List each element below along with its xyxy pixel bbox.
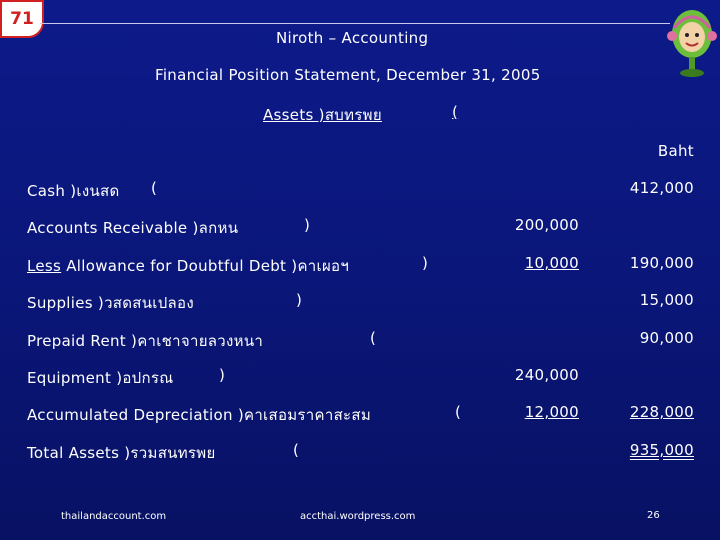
- header-text: Niroth – Accounting: [276, 29, 429, 47]
- row-label-accumulated-depreciation: Accumulated Depreciation )คาเสอมราคาสะสม: [27, 406, 372, 424]
- row-total-accumulated-depreciation: 228,000: [629, 403, 694, 421]
- allowance-label-text: Allowance for Doubtful Debt )คาเผอฯ: [61, 257, 350, 275]
- row-label-total-assets: Total Assets )รวมสนทรพย: [27, 444, 216, 462]
- row-amount-allowance: 10,000: [524, 254, 579, 272]
- currency-label: Baht: [657, 142, 694, 160]
- row-total-prepaid-rent: 90,000: [639, 329, 694, 347]
- row-label-equipment: Equipment )อปกรณ: [27, 369, 174, 387]
- row-label-supplies: Supplies )วสดสนเปลอง: [27, 294, 194, 312]
- row-total-supplies: 15,000: [639, 291, 694, 309]
- footer-page-number: 26: [647, 510, 660, 521]
- footer-left-link[interactable]: thailandaccount.com: [61, 511, 167, 522]
- row-paren-accounts-receivable: ): [304, 216, 311, 234]
- section-heading: Assets )สบทรพย: [263, 106, 382, 124]
- row-label-cash: Cash )เงนสด: [27, 182, 120, 200]
- slide-number-badge: 71: [0, 0, 44, 38]
- header-divider: [40, 23, 670, 24]
- row-paren-total-assets: (: [293, 441, 300, 459]
- row-paren-supplies: ): [296, 291, 303, 309]
- section-heading-paren: (: [452, 103, 459, 121]
- mascot-logo-icon: [666, 4, 718, 78]
- row-amount-equipment: 240,000: [514, 366, 579, 384]
- row-label-accounts-receivable: Accounts Receivable )ลกหน: [27, 219, 239, 237]
- row-total-cash: 412,000: [629, 179, 694, 197]
- row-label-prepaid-rent: Prepaid Rent )คาเชาจายลวงหนา: [27, 332, 264, 350]
- row-amount-accumulated-depreciation: 12,000: [524, 403, 579, 421]
- row-label-allowance: [27, 254, 349, 278]
- footer-center-link[interactable]: accthai.wordpress.com: [300, 511, 416, 522]
- row-paren-allowance: ): [422, 254, 429, 272]
- row-paren-accumulated-depreciation: (: [455, 403, 462, 421]
- row-amount-accounts-receivable: 200,000: [514, 216, 579, 234]
- row-paren-equipment: ): [219, 366, 226, 384]
- row-paren-cash: (: [151, 179, 158, 197]
- row-paren-prepaid-rent: (: [370, 329, 377, 347]
- row-total-total-assets: 935,000: [629, 441, 694, 459]
- statement-title: Financial Position Statement, December 31, 2005: [155, 66, 541, 84]
- row-total-allowance: 190,000: [629, 254, 694, 272]
- less-prefix: Less: [27, 257, 62, 275]
